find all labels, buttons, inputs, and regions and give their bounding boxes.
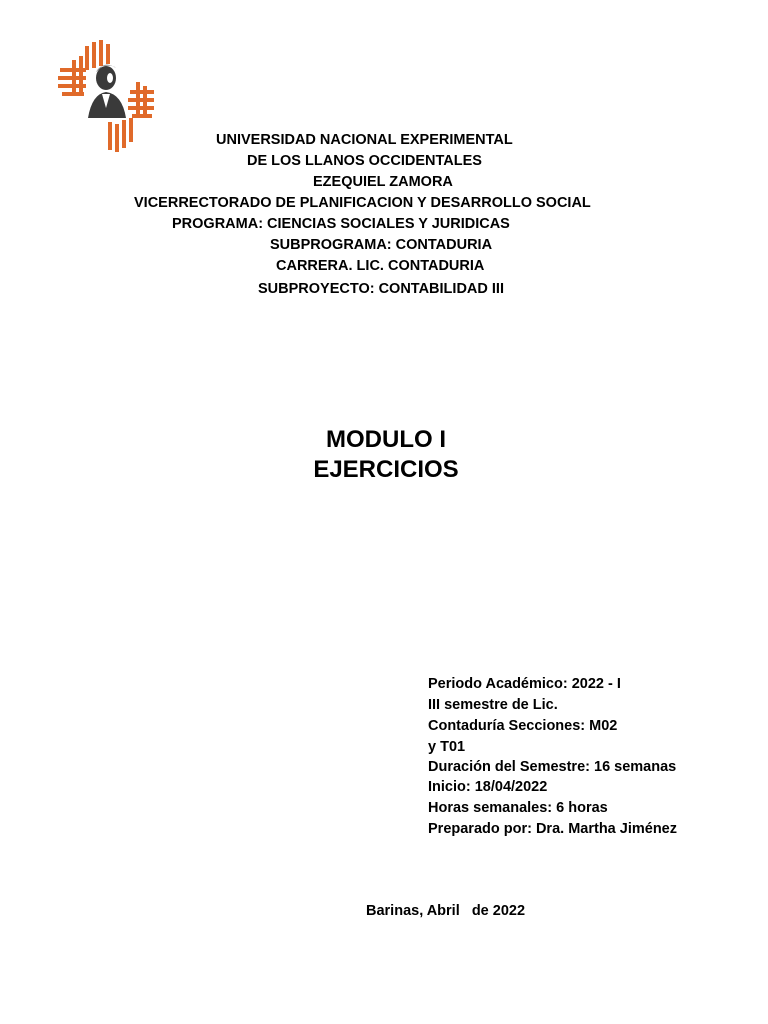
program-line: PROGRAMA: CIENCIAS SOCIALES Y JURIDICAS [172,216,510,232]
career-line: CARRERA. LIC. CONTADURIA [276,258,485,274]
start-date: Inicio: 18/04/2022 [428,779,548,795]
place-and-date: Barinas, Abril de 2022 [366,903,526,919]
prepared-by: Preparado por: Dra. Martha Jiménez [428,821,677,837]
subprogram-line: SUBPROGRAMA: CONTADURIA [270,237,493,253]
exercises-title: EJERCICIOS [313,456,459,483]
subproject-line: SUBPROYECTO: CONTABILIDAD III [258,281,504,297]
academic-period: Periodo Académico: 2022 - I [428,676,621,692]
semester-line: III semestre de Lic. [428,697,558,713]
institution-name-line-3: EZEQUIEL ZAMORA [313,174,453,190]
institution-name-line-2: DE LOS LLANOS OCCIDENTALES [247,153,482,169]
institution-name-line-1: UNIVERSIDAD NACIONAL EXPERIMENTAL [216,132,513,148]
module-title: MODULO I [326,426,446,453]
weekly-hours: Horas semanales: 6 horas [428,800,608,816]
vice-rectorate-line: VICERRECTORADO DE PLANIFICACION Y DESARROLLO SOCIAL [134,195,591,211]
semester-duration: Duración del Semestre: 16 semanas [428,759,677,775]
university-logo-icon [52,38,158,154]
sections-line: Contaduría Secciones: M02 [428,718,618,734]
sections-line-continued: y T01 [428,739,466,755]
